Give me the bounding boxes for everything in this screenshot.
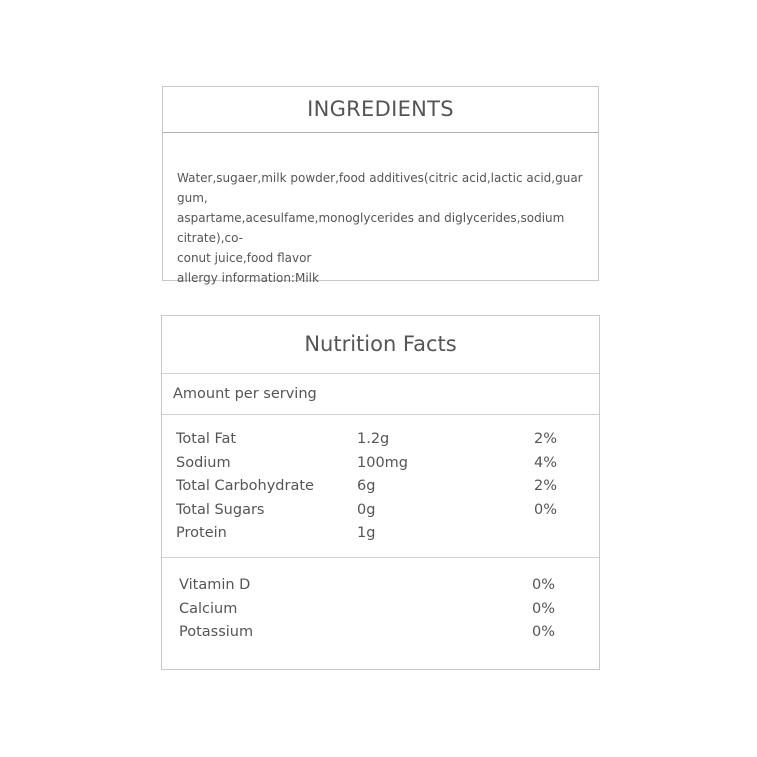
- nutrient-row-total-fat: [162, 428, 599, 452]
- nutrient-amount: 1.2g: [357, 431, 390, 447]
- nutrient-amount: 100mg: [357, 454, 409, 471]
- nutrition-facts-panel: [161, 315, 600, 670]
- nutrient-row-total-sugars: [162, 499, 599, 523]
- nutrient-row-total-carbohydrate: [162, 475, 599, 499]
- vitamin-row-vitamin-d: [162, 574, 599, 598]
- vitamin-name: Vitamin D: [179, 577, 251, 593]
- vitamin-percent: 0%: [532, 624, 556, 640]
- ingredients-line: conut juice,food flavor: [177, 251, 312, 265]
- nutrient-name: Total Sugars: [176, 501, 265, 518]
- nutrient-amount: 1g: [357, 525, 376, 541]
- vitamin-name: Calcium: [179, 600, 238, 617]
- nutrient-list: [162, 415, 599, 558]
- nutrient-name: Total Carbohydrate: [176, 478, 314, 494]
- nutrient-percent: 2%: [534, 431, 558, 447]
- nutrient-percent: 0%: [534, 501, 558, 518]
- vitamin-row-potassium: [162, 621, 599, 645]
- vitamin-list: [162, 558, 599, 645]
- nutrient-row-sodium: [162, 452, 599, 476]
- nutrient-percent: 4%: [534, 454, 558, 471]
- nutrient-amount: 0g: [357, 501, 376, 518]
- vitamin-name: Potassium: [179, 624, 254, 640]
- ingredients-line: aspartame,acesulfame,monoglycerides and diglycerides,sodium citrate),co-: [177, 211, 565, 245]
- nutrient-name: Sodium: [176, 454, 231, 471]
- nutrient-name: Protein: [176, 525, 227, 541]
- nutrient-amount: 6g: [357, 478, 376, 494]
- ingredients-text: [163, 133, 598, 288]
- nutrient-row-protein: [162, 522, 599, 546]
- vitamin-percent: 0%: [532, 600, 556, 617]
- serving-label: Amount per serving: [162, 374, 599, 415]
- allergy-information: allergy information:Milk: [177, 271, 319, 285]
- vitamin-percent: 0%: [532, 577, 556, 593]
- ingredients-line: Water,sugaer,milk powder,food additives(citric acid,lactic acid,guar gum,: [177, 171, 583, 205]
- nutrient-percent: 2%: [534, 478, 558, 494]
- nutrient-name: Total Fat: [176, 431, 237, 447]
- ingredients-title: INGREDIENTS: [163, 87, 598, 133]
- nutrition-title: Nutrition Facts: [162, 316, 599, 374]
- ingredients-panel: [162, 86, 599, 285]
- vitamin-row-calcium: [162, 598, 599, 622]
